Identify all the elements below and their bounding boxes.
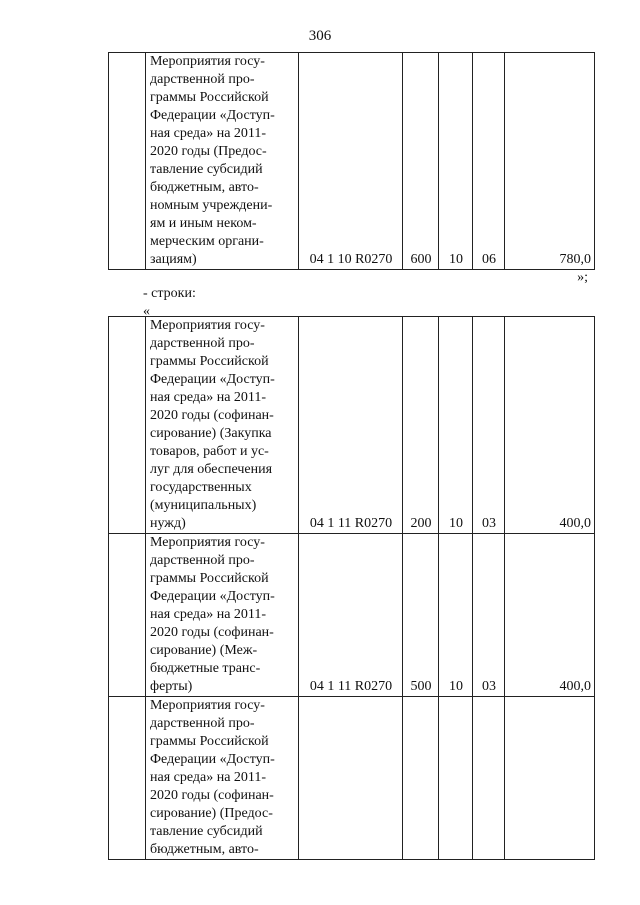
table-row <box>109 534 595 697</box>
amount: 780,0 <box>505 53 595 270</box>
budget-table-new <box>108 316 595 860</box>
subsection-code <box>473 697 505 860</box>
subsection-code: 03 <box>473 317 505 534</box>
row-description: Мероприятия госу- дарственной про- граммы Российской Федерации «Доступ- ная среда» на 2011- 2020 годы (софинан- сирование) (Предос- тавление субсидий бюджетным, авто- <box>146 697 299 860</box>
row-description: Мероприятия госу- дарственной про- граммы Российской Федерации «Доступ- ная среда» на 2011- 2020 годы (софинан- сирование) (Закупка товаров, работ и ус- луг для обеспечения государственных (муниципальных) нужд) <box>146 317 299 534</box>
budget-table-previous <box>108 52 595 270</box>
subsection-code: 03 <box>473 534 505 697</box>
section-code <box>439 697 473 860</box>
subsection-code: 06 <box>473 53 505 270</box>
expense-type: 200 <box>403 317 439 534</box>
amount: 400,0 <box>505 317 595 534</box>
table-row <box>109 53 595 270</box>
amount <box>505 697 595 860</box>
empty-cell <box>109 697 146 860</box>
expense-type: 500 <box>403 534 439 697</box>
amount: 400,0 <box>505 534 595 697</box>
empty-cell <box>109 53 146 270</box>
rows-label: - строки: <box>143 286 196 301</box>
table-row <box>109 697 595 860</box>
expense-type <box>403 697 439 860</box>
target-code: 04 1 11 R0270 <box>299 317 403 534</box>
target-code <box>299 697 403 860</box>
opening-quote: « <box>143 304 150 319</box>
closing-quote: »; <box>577 270 588 285</box>
target-code: 04 1 10 R0270 <box>299 53 403 270</box>
row-description: Мероприятия госу- дарственной про- граммы Российской Федерации «Доступ- ная среда» на 2011- 2020 годы (Предос- тавление субсидий бюджетным, авто- номным учреждени- ям и иным неком- мерческим органи- зациям) <box>146 53 299 270</box>
page-number: 306 <box>308 28 332 44</box>
section-code: 10 <box>439 534 473 697</box>
target-code: 04 1 11 R0270 <box>299 534 403 697</box>
empty-cell <box>109 534 146 697</box>
section-code: 10 <box>439 53 473 270</box>
section-code: 10 <box>439 317 473 534</box>
table-row <box>109 317 595 534</box>
empty-cell <box>109 317 146 534</box>
expense-type: 600 <box>403 53 439 270</box>
row-description: Мероприятия госу- дарственной про- граммы Российской Федерации «Доступ- ная среда» на 2011- 2020 годы (софинан- сирование) (Меж- бюджетные транс- ферты) <box>146 534 299 697</box>
